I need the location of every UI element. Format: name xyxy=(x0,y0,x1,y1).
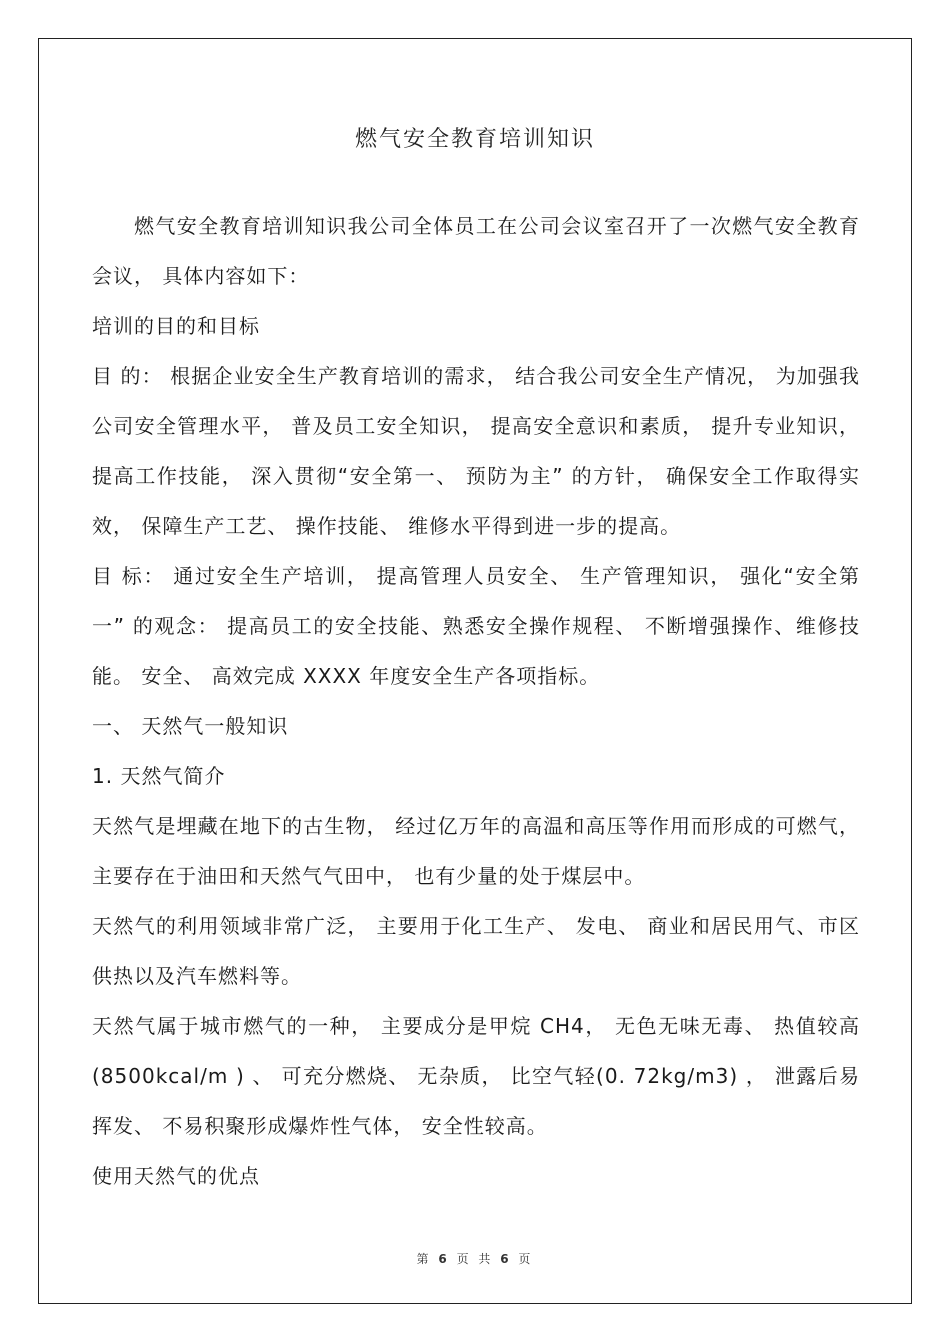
gas-usage-paragraph: 天然气的利用领域非常广泛， 主要用于化工生产、 发电、 商业和居民用气、市区供热以及汽车燃料等。 xyxy=(92,914,860,988)
page-footer xyxy=(0,1250,950,1267)
footer-suffix: 页 xyxy=(518,1252,534,1266)
document-body xyxy=(92,201,860,1201)
intro-paragraph: 燃气安全教育培训知识我公司全体员工在公司会议室召开了一次燃气安全教育会议， 具体内容如下： xyxy=(92,214,860,288)
document-title: 燃气安全教育培训知识 xyxy=(354,127,595,152)
section-heading-gas-knowledge: 一、 天然气一般知识 xyxy=(92,714,289,738)
gas-properties-paragraph: 天然气属于城市燃气的一种， 主要成分是甲烷 CH4， 无色无味无毒、 热值较高(8500kcal/m ) 、 可充分燃烧、 无杂质， 比空气轻(0. 72kg/m3) ， 泄露后易挥发、 不易积聚形成爆炸性气体， 安全性较高。 xyxy=(92,1014,860,1138)
gas-advantages-heading: 使用天然气的优点 xyxy=(92,1164,260,1188)
section-heading-goals: 培训的目的和目标 xyxy=(92,314,260,338)
subsection-heading-gas-intro: 1. 天然气简介 xyxy=(92,764,226,788)
purpose-paragraph: 目 的： 根据企业安全生产教育培训的需求， 结合我公司安全生产情况， 为加强我公司安全管理水平， 普及员工安全知识， 提高安全意识和素质， 提升专业知识， 提高工作技能， 深入贯彻“安全第一、 预防为主” 的方针， 确保安全工作取得实效， 保障生产工艺、 操作技能、 维修水平得到进一步的提高。 xyxy=(92,364,860,538)
footer-middle: 页 共 xyxy=(456,1252,494,1266)
footer-total-pages: 6 xyxy=(500,1252,512,1266)
footer-page-number: 6 xyxy=(438,1252,450,1266)
gas-origin-paragraph: 天然气是埋藏在地下的古生物， 经过亿万年的高温和高压等作用而形成的可燃气， 主要存在于油田和天然气气田中， 也有少量的处于煤层中。 xyxy=(92,814,860,888)
target-paragraph: 目 标： 通过安全生产培训， 提高管理人员安全、 生产管理知识， 强化“安全第一” 的观念： 提高员工的安全技能、熟悉安全操作规程、 不断增强操作、维修技能。 安全、 高效完成 XXXX 年度安全生产各项指标。 xyxy=(92,564,860,688)
footer-prefix: 第 xyxy=(416,1252,432,1266)
